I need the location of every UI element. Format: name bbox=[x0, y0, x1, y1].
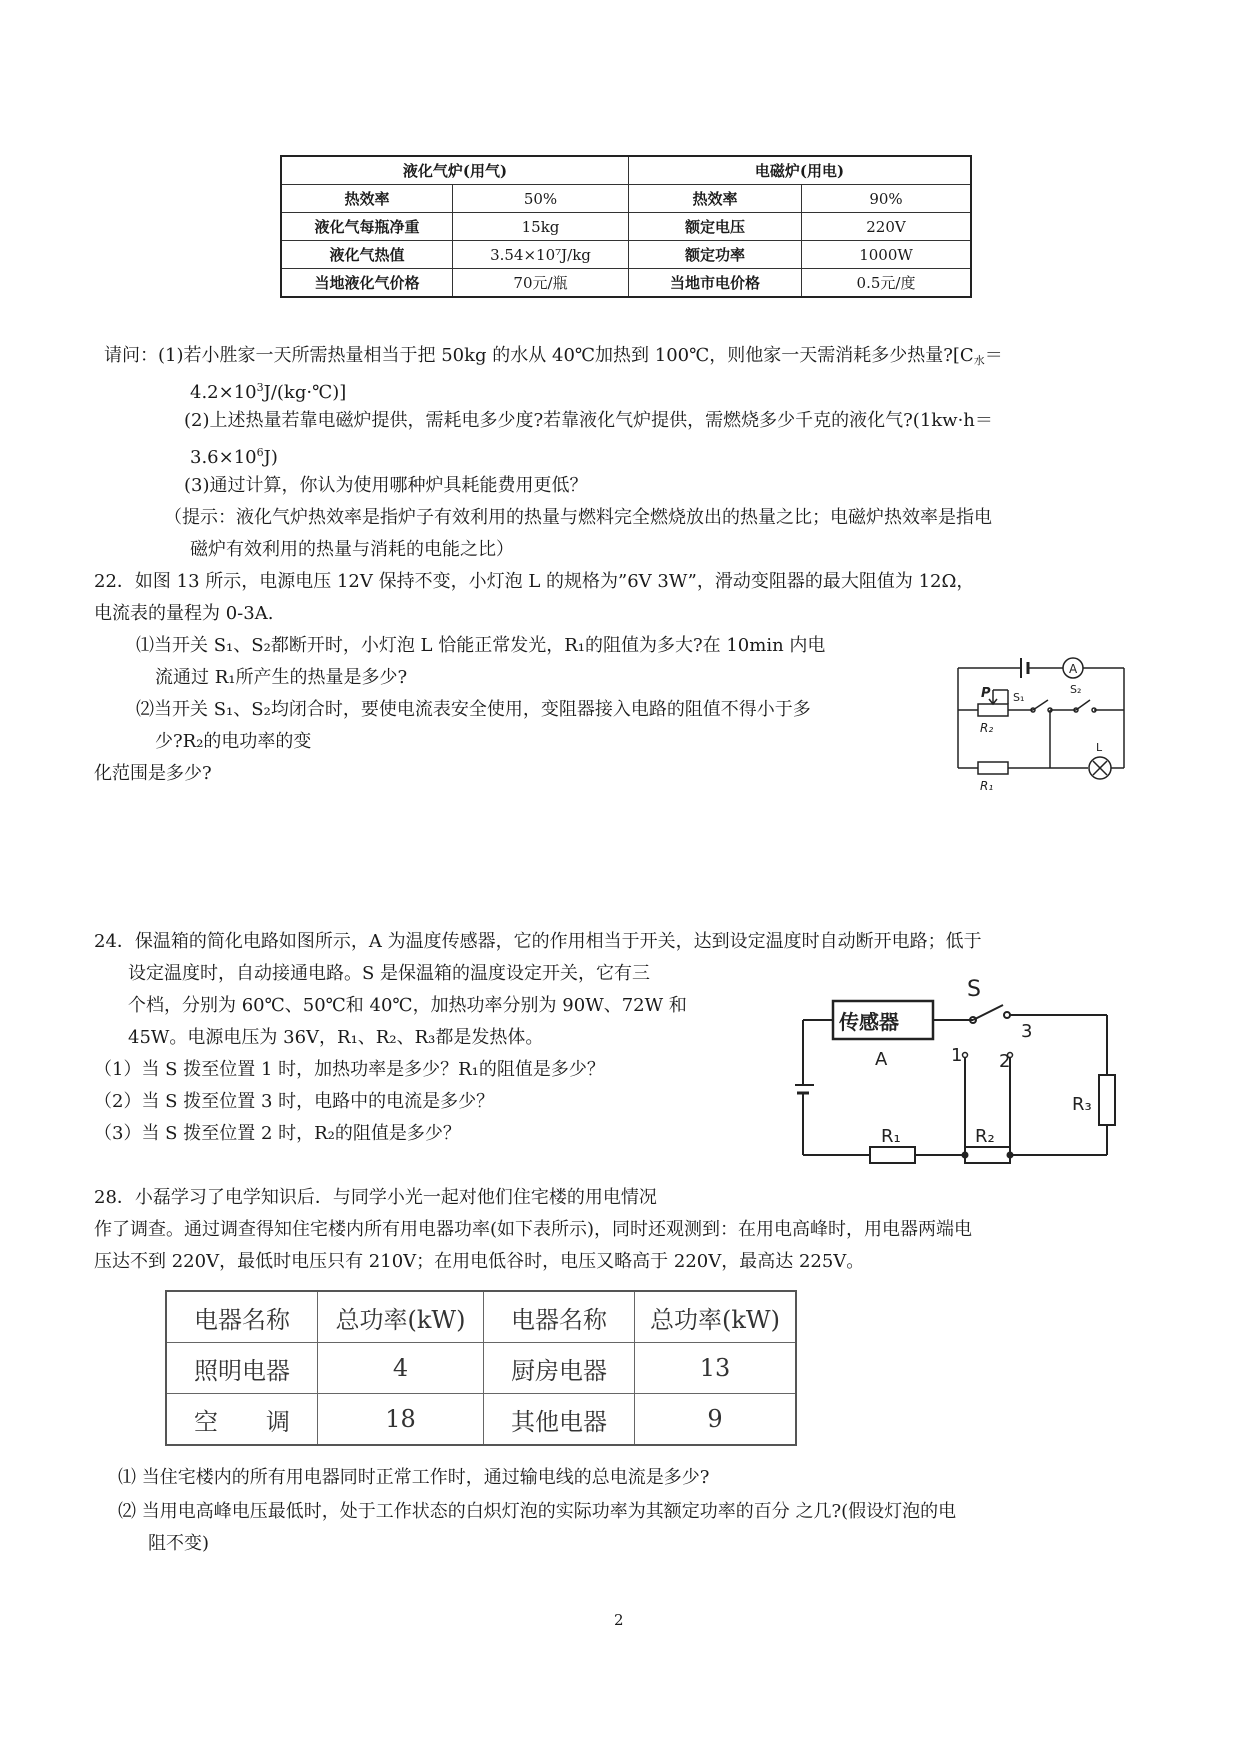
table-row bbox=[281, 269, 971, 298]
table-cell: 液化气热值 bbox=[281, 241, 453, 269]
contact-2-label: 2 bbox=[999, 1051, 1011, 1072]
table-cell: 热效率 bbox=[281, 185, 453, 213]
q24-line-1: 24．保温箱的简化电路如图所示，A 为温度传感器，它的作用相当于开关，达到设定温度时自动断开电路；低于 bbox=[94, 931, 982, 952]
circuit-diagram-fig13 bbox=[948, 650, 1138, 795]
q28-line-5: ⑵ 当用电高峰电压最低时，处于工作状态的白炽灯泡的实际功率为其额定功率的百分 之几?(假设灯泡的电 bbox=[118, 1501, 957, 1522]
table-cell: 热效率 bbox=[629, 185, 802, 213]
q21-text: 请问：(1)若小胜家一天所需热量相当于把 50kg 的水从 40℃加热到 100℃，则他家一天需消耗多少热量?[C bbox=[104, 345, 974, 366]
table-cell: 90% bbox=[802, 185, 972, 213]
table-cell: 18 bbox=[318, 1394, 484, 1446]
q28-line-3: 压达不到 220V，最低时电压只有 210V；在用电低谷时，电压又略高于 220V，最高达 225V。 bbox=[94, 1251, 865, 1272]
table-header-cell: 总功率(kW) bbox=[318, 1291, 484, 1343]
table-cell: 4 bbox=[318, 1343, 484, 1394]
contact-3-label: 3 bbox=[1021, 1021, 1033, 1042]
q24-line-2: 设定温度时，自动接通电路。S 是保温箱的温度设定开关，它有三 bbox=[128, 963, 651, 984]
switch-s2-label: S₂ bbox=[1070, 683, 1082, 696]
q21-line-1 bbox=[104, 344, 1003, 373]
table-cell: 13 bbox=[635, 1343, 797, 1394]
table-cell: 1000W bbox=[802, 241, 972, 269]
q28-line-1: 28．小磊学习了电学知识后．与同学小光一起对他们住宅楼的用电情况 bbox=[94, 1187, 657, 1208]
q21-text: 3.6×10 bbox=[190, 447, 257, 468]
slider-p-label: P bbox=[981, 686, 991, 701]
q21-text: ＝ bbox=[984, 345, 1003, 366]
q24-line-7: （3）当 S 拨至位置 2 时，R₂的阻值是多少？ bbox=[94, 1123, 461, 1144]
q21-line-5: (3)通过计算，你认为使用哪种炉具耗能费用更低？ bbox=[184, 475, 588, 496]
circuit-diagram-incubator bbox=[795, 975, 1130, 1180]
table-row bbox=[281, 156, 971, 185]
table-header-cell: 电磁炉(用电) bbox=[629, 156, 972, 185]
q28-line-6: 阻不变) bbox=[148, 1533, 210, 1554]
ammeter-label: A bbox=[1069, 662, 1078, 676]
q21-line-3: (2)上述热量若靠电磁炉提供，需耗电多少度?若靠液化气炉提供，需燃烧多少千克的液化气?(1kw·h＝ bbox=[184, 410, 993, 431]
switch-s-label: S bbox=[967, 977, 981, 1002]
table-cell: 额定电压 bbox=[629, 213, 802, 241]
resistor-r2-label: R₂ bbox=[975, 1126, 995, 1147]
q21-superscript: 3 bbox=[256, 381, 264, 394]
q28-line-2: 作了调查。通过调查得知住宅楼内所有用电器功率(如下表所示)，同时还观测到：在用电高峰时，用电器两端电 bbox=[94, 1219, 973, 1240]
sensor-label: 传感器 bbox=[839, 1010, 899, 1034]
table-header-cell: 电器名称 bbox=[166, 1291, 318, 1343]
page-number: 2 bbox=[614, 1611, 624, 1629]
table-cell: 厨房电器 bbox=[484, 1343, 635, 1394]
contact-1-label: 1 bbox=[951, 1045, 963, 1066]
lamp-l-label: L bbox=[1096, 741, 1103, 754]
q28-line-4: ⑴ 当住宅楼内的所有用电器同时正常工作时，通过输电线的总电流是多少? bbox=[118, 1467, 710, 1488]
table-header-cell: 液化气炉(用气) bbox=[281, 156, 629, 185]
table-cell: 70元/瓶 bbox=[453, 269, 629, 298]
table-row bbox=[166, 1343, 796, 1394]
q24-line-4: 45W。电源电压为 36V，R₁、R₂、R₃都是发热体。 bbox=[128, 1027, 544, 1048]
table-row bbox=[166, 1291, 796, 1343]
q21-subscript: 水 bbox=[973, 354, 985, 367]
table-cell: 3.54×10⁷J/kg bbox=[453, 241, 629, 269]
q22-line-1: 22．如图 13 所示，电源电压 12V 保持不变，小灯泡 L 的规格为”6V 3W”，滑动变阻器的最大阻值为 12Ω， bbox=[94, 571, 975, 592]
switch-s1-label: S₁ bbox=[1013, 691, 1025, 704]
table-cell: 照明电器 bbox=[166, 1343, 318, 1394]
q21-line-7: 磁炉有效利用的热量与消耗的电能之比） bbox=[190, 539, 514, 560]
table-row bbox=[166, 1394, 796, 1446]
q24-line-3: 个档，分别为 60℃、50℃和 40℃，加热功率分别为 90W、72W 和 bbox=[128, 995, 687, 1016]
table-cell: 额定功率 bbox=[629, 241, 802, 269]
q21-line-4 bbox=[190, 441, 278, 470]
table-row bbox=[281, 185, 971, 213]
appliance-power-table bbox=[165, 1290, 797, 1446]
q24-line-5: （1）当 S 拨至位置 1 时，加热功率是多少？R₁的阻值是多少？ bbox=[94, 1059, 605, 1080]
resistor-r2-label: R₂ bbox=[980, 721, 994, 735]
table-cell: 当地市电价格 bbox=[629, 269, 802, 298]
q21-text: J/(kg·℃)] bbox=[263, 382, 347, 403]
q21-line-6: （提示：液化气炉热效率是指炉子有效利用的热量与燃料完全燃烧放出的热量之比；电磁炉热效率是指电 bbox=[164, 507, 992, 528]
resistor-r1-label: R₁ bbox=[881, 1126, 901, 1147]
table-header-cell: 总功率(kW) bbox=[635, 1291, 797, 1343]
table-row bbox=[281, 213, 971, 241]
q22-line-6: 少?R₂的电功率的变 bbox=[155, 731, 312, 752]
table-cell: 9 bbox=[635, 1394, 797, 1446]
q21-text: 4.2×10 bbox=[190, 382, 257, 403]
q22-line-5: ⑵当开关 S₁、S₂均闭合时，要使电流表安全使用，变阻器接入电路的阻值不得小于多 bbox=[136, 699, 811, 720]
table-cell: 0.5元/度 bbox=[802, 269, 972, 298]
table-cell: 空 调 bbox=[166, 1394, 318, 1446]
table-cell: 液化气每瓶净重 bbox=[281, 213, 453, 241]
table-header-cell: 电器名称 bbox=[484, 1291, 635, 1343]
q21-line-2 bbox=[190, 376, 346, 405]
table-cell: 当地液化气价格 bbox=[281, 269, 453, 298]
q21-text: J) bbox=[263, 447, 278, 468]
q22-line-4: 流通过 R₁所产生的热量是多少? bbox=[155, 667, 408, 688]
table-cell: 50% bbox=[453, 185, 629, 213]
q22-line-7: 化范围是多少? bbox=[94, 763, 212, 784]
table-cell: 220V bbox=[802, 213, 972, 241]
table-row bbox=[281, 241, 971, 269]
q24-line-6: （2）当 S 拨至位置 3 时，电路中的电流是多少？ bbox=[94, 1091, 495, 1112]
table-cell: 15kg bbox=[453, 213, 629, 241]
q22-line-2: 电流表的量程为 0-3A. bbox=[94, 603, 274, 624]
resistor-r1-label: R₁ bbox=[980, 779, 994, 793]
sensor-a-label: A bbox=[875, 1049, 888, 1070]
resistor-r3-label: R₃ bbox=[1072, 1094, 1092, 1115]
q22-line-3: ⑴当开关 S₁、S₂都断开时，小灯泡 L 恰能正常发光，R₁的阻值为多大?在 10min 内电 bbox=[136, 635, 826, 656]
stove-comparison-table bbox=[280, 155, 972, 298]
q21-superscript: 6 bbox=[256, 446, 264, 459]
table-cell: 其他电器 bbox=[484, 1394, 635, 1446]
